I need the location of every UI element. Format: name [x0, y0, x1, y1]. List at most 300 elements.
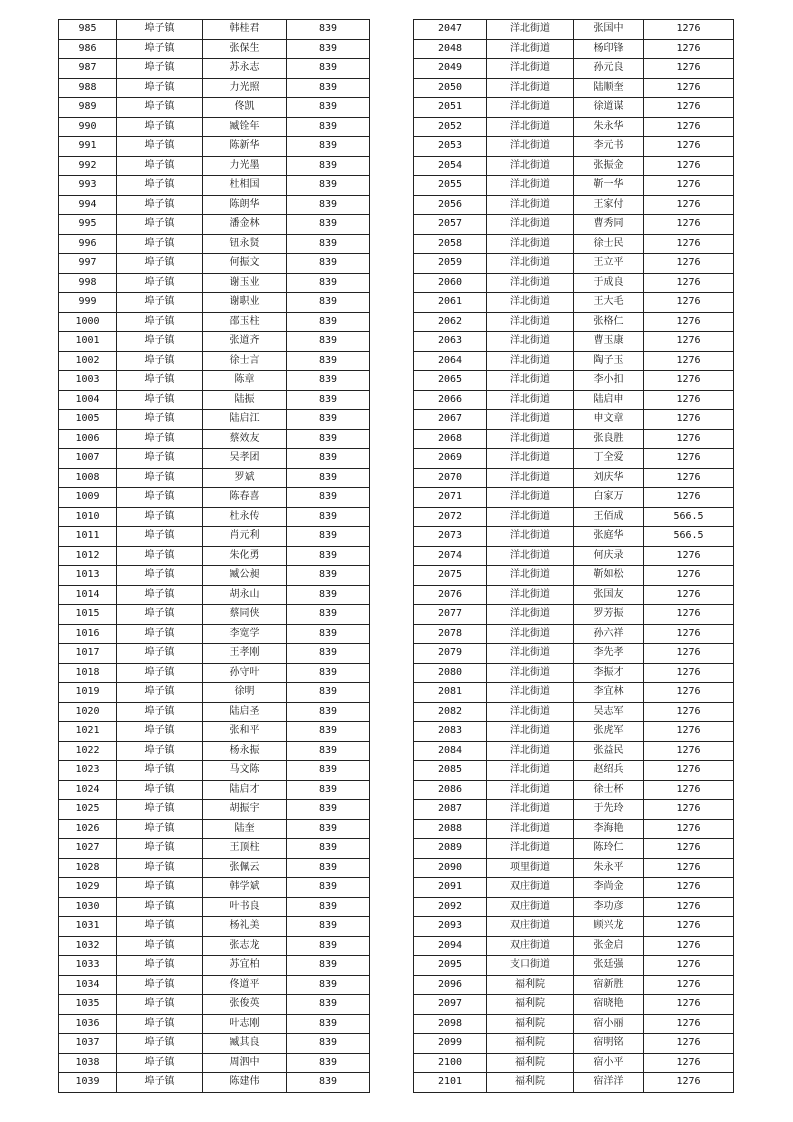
right-table-body	[414, 20, 734, 1093]
town-cell: 埠子镇	[117, 371, 203, 391]
serial-number-cell: 1032	[59, 936, 117, 956]
name-cell: 佟凯	[203, 98, 287, 118]
table-row	[414, 780, 734, 800]
serial-number-cell: 2062	[414, 312, 487, 332]
amount-cell: 839	[287, 59, 370, 79]
town-cell: 埠子镇	[117, 1034, 203, 1054]
table-row	[59, 98, 370, 118]
table-row	[59, 429, 370, 449]
amount-cell: 839	[287, 156, 370, 176]
name-cell: 刘庆华	[574, 468, 644, 488]
amount-cell: 1276	[644, 1034, 734, 1054]
table-row	[59, 917, 370, 937]
town-cell: 埠子镇	[117, 488, 203, 508]
right-table	[413, 19, 734, 1093]
amount-cell: 839	[287, 741, 370, 761]
name-cell: 肖元利	[203, 527, 287, 547]
amount-cell: 839	[287, 215, 370, 235]
amount-cell: 839	[287, 1073, 370, 1093]
table-row	[414, 449, 734, 469]
amount-cell: 839	[287, 722, 370, 742]
table-row	[414, 936, 734, 956]
serial-number-cell: 1015	[59, 605, 117, 625]
name-cell: 臧公昶	[203, 566, 287, 586]
town-cell: 福利院	[487, 1034, 574, 1054]
serial-number-cell: 2100	[414, 1053, 487, 1073]
amount-cell: 839	[287, 390, 370, 410]
amount-cell: 1276	[644, 371, 734, 391]
name-cell: 李宽学	[203, 624, 287, 644]
amount-cell: 1276	[644, 351, 734, 371]
serial-number-cell: 2067	[414, 410, 487, 430]
amount-cell: 839	[287, 39, 370, 59]
town-cell: 洋北街道	[487, 234, 574, 254]
town-cell: 洋北街道	[487, 429, 574, 449]
town-cell: 埠子镇	[117, 761, 203, 781]
name-cell: 于成良	[574, 273, 644, 293]
table-row	[414, 371, 734, 391]
town-cell: 洋北街道	[487, 741, 574, 761]
amount-cell: 839	[287, 975, 370, 995]
name-cell: 李振才	[574, 663, 644, 683]
table-row	[414, 254, 734, 274]
serial-number-cell: 2082	[414, 702, 487, 722]
name-cell: 王家付	[574, 195, 644, 215]
town-cell: 埠子镇	[117, 741, 203, 761]
town-cell: 洋北街道	[487, 390, 574, 410]
table-row	[59, 780, 370, 800]
amount-cell: 1276	[644, 332, 734, 352]
table-row	[59, 819, 370, 839]
name-cell: 何振文	[203, 254, 287, 274]
serial-number-cell: 992	[59, 156, 117, 176]
amount-cell: 1276	[644, 195, 734, 215]
table-row	[59, 897, 370, 917]
amount-cell: 1276	[644, 137, 734, 157]
town-cell: 洋北街道	[487, 20, 574, 40]
serial-number-cell: 993	[59, 176, 117, 196]
serial-number-cell: 2092	[414, 897, 487, 917]
serial-number-cell: 996	[59, 234, 117, 254]
town-cell: 埠子镇	[117, 936, 203, 956]
serial-number-cell: 2076	[414, 585, 487, 605]
table-row	[414, 1034, 734, 1054]
amount-cell: 1276	[644, 897, 734, 917]
serial-number-cell: 2095	[414, 956, 487, 976]
table-row	[59, 527, 370, 547]
town-cell: 洋北街道	[487, 98, 574, 118]
name-cell: 谢职业	[203, 293, 287, 313]
amount-cell: 839	[287, 761, 370, 781]
serial-number-cell: 1023	[59, 761, 117, 781]
name-cell: 李海艳	[574, 819, 644, 839]
name-cell: 朱化勇	[203, 546, 287, 566]
serial-number-cell: 2048	[414, 39, 487, 59]
name-cell: 徐士杯	[574, 780, 644, 800]
amount-cell: 839	[287, 1034, 370, 1054]
serial-number-cell: 2090	[414, 858, 487, 878]
name-cell: 孙六祥	[574, 624, 644, 644]
name-cell: 徐明	[203, 683, 287, 703]
table-row	[59, 683, 370, 703]
serial-number-cell: 988	[59, 78, 117, 98]
town-cell: 埠子镇	[117, 975, 203, 995]
town-cell: 埠子镇	[117, 468, 203, 488]
table-row	[414, 624, 734, 644]
serial-number-cell: 1008	[59, 468, 117, 488]
table-row	[414, 527, 734, 547]
name-cell: 杨礼美	[203, 917, 287, 937]
town-cell: 福利院	[487, 995, 574, 1015]
serial-number-cell: 1037	[59, 1034, 117, 1054]
town-cell: 埠子镇	[117, 839, 203, 859]
amount-cell: 1276	[644, 117, 734, 137]
serial-number-cell: 2068	[414, 429, 487, 449]
table-row	[414, 741, 734, 761]
name-cell: 张益民	[574, 741, 644, 761]
table-row	[414, 78, 734, 98]
town-cell: 埠子镇	[117, 117, 203, 137]
name-cell: 佟道平	[203, 975, 287, 995]
serial-number-cell: 2047	[414, 20, 487, 40]
table-row	[59, 39, 370, 59]
name-cell: 韩桂君	[203, 20, 287, 40]
town-cell: 福利院	[487, 1053, 574, 1073]
town-cell: 埠子镇	[117, 722, 203, 742]
serial-number-cell: 2061	[414, 293, 487, 313]
table-row	[414, 215, 734, 235]
serial-number-cell: 2050	[414, 78, 487, 98]
name-cell: 陆顺奎	[574, 78, 644, 98]
table-row	[59, 605, 370, 625]
serial-number-cell: 2051	[414, 98, 487, 118]
town-cell: 埠子镇	[117, 702, 203, 722]
table-row	[414, 59, 734, 79]
amount-cell: 1276	[644, 566, 734, 586]
table-row	[59, 488, 370, 508]
amount-cell: 839	[287, 332, 370, 352]
serial-number-cell: 997	[59, 254, 117, 274]
town-cell: 洋北街道	[487, 371, 574, 391]
name-cell: 陆启江	[203, 410, 287, 430]
town-cell: 埠子镇	[117, 195, 203, 215]
amount-cell: 839	[287, 995, 370, 1015]
name-cell: 白家万	[574, 488, 644, 508]
serial-number-cell: 1001	[59, 332, 117, 352]
table-row	[59, 59, 370, 79]
table-row	[59, 1014, 370, 1034]
serial-number-cell: 2072	[414, 507, 487, 527]
town-cell: 埠子镇	[117, 312, 203, 332]
name-cell: 张振金	[574, 156, 644, 176]
serial-number-cell: 2059	[414, 254, 487, 274]
name-cell: 王大毛	[574, 293, 644, 313]
name-cell: 罗芳振	[574, 605, 644, 625]
table-row	[59, 507, 370, 527]
serial-number-cell: 1028	[59, 858, 117, 878]
table-row	[414, 351, 734, 371]
amount-cell: 1276	[644, 878, 734, 898]
serial-number-cell: 2069	[414, 449, 487, 469]
amount-cell: 839	[287, 878, 370, 898]
town-cell: 洋北街道	[487, 78, 574, 98]
serial-number-cell: 2087	[414, 800, 487, 820]
table-row	[414, 390, 734, 410]
table-row	[414, 761, 734, 781]
serial-number-cell: 1039	[59, 1073, 117, 1093]
town-cell: 埠子镇	[117, 566, 203, 586]
town-cell: 埠子镇	[117, 624, 203, 644]
table-row	[59, 975, 370, 995]
serial-number-cell: 1005	[59, 410, 117, 430]
town-cell: 埠子镇	[117, 234, 203, 254]
serial-number-cell: 985	[59, 20, 117, 40]
amount-cell: 1276	[644, 429, 734, 449]
serial-number-cell: 987	[59, 59, 117, 79]
amount-cell: 1276	[644, 1053, 734, 1073]
town-cell: 福利院	[487, 975, 574, 995]
town-cell: 埠子镇	[117, 98, 203, 118]
town-cell: 洋北街道	[487, 546, 574, 566]
serial-number-cell: 2065	[414, 371, 487, 391]
name-cell: 朱永华	[574, 117, 644, 137]
name-cell: 宿洋洋	[574, 1073, 644, 1093]
table-row	[59, 624, 370, 644]
town-cell: 埠子镇	[117, 215, 203, 235]
amount-cell: 1276	[644, 702, 734, 722]
name-cell: 王立平	[574, 254, 644, 274]
town-cell: 埠子镇	[117, 273, 203, 293]
table-row	[59, 839, 370, 859]
town-cell: 洋北街道	[487, 449, 574, 469]
table-row	[59, 78, 370, 98]
table-row	[414, 702, 734, 722]
amount-cell: 1276	[644, 956, 734, 976]
table-row	[414, 995, 734, 1015]
table-row	[59, 215, 370, 235]
name-cell: 孙守叶	[203, 663, 287, 683]
serial-number-cell: 2091	[414, 878, 487, 898]
town-cell: 埠子镇	[117, 800, 203, 820]
name-cell: 李宜林	[574, 683, 644, 703]
table-row	[414, 332, 734, 352]
town-cell: 洋北街道	[487, 137, 574, 157]
table-row	[414, 878, 734, 898]
town-cell: 埠子镇	[117, 956, 203, 976]
serial-number-cell: 2078	[414, 624, 487, 644]
amount-cell: 1276	[644, 234, 734, 254]
name-cell: 张廷强	[574, 956, 644, 976]
name-cell: 陈建伟	[203, 1073, 287, 1093]
town-cell: 福利院	[487, 1014, 574, 1034]
town-cell: 埠子镇	[117, 507, 203, 527]
table-row	[414, 410, 734, 430]
serial-number-cell: 1024	[59, 780, 117, 800]
amount-cell: 1276	[644, 98, 734, 118]
name-cell: 蔡同侠	[203, 605, 287, 625]
town-cell: 洋北街道	[487, 488, 574, 508]
table-row	[414, 39, 734, 59]
town-cell: 埠子镇	[117, 858, 203, 878]
town-cell: 埠子镇	[117, 917, 203, 937]
table-row	[59, 702, 370, 722]
table-row	[59, 1034, 370, 1054]
town-cell: 埠子镇	[117, 1073, 203, 1093]
name-cell: 陆启才	[203, 780, 287, 800]
table-row	[414, 273, 734, 293]
amount-cell: 839	[287, 527, 370, 547]
name-cell: 宿小丽	[574, 1014, 644, 1034]
name-cell: 张良胜	[574, 429, 644, 449]
serial-number-cell: 1018	[59, 663, 117, 683]
name-cell: 王顶柱	[203, 839, 287, 859]
serial-number-cell: 2052	[414, 117, 487, 137]
name-cell: 陆振	[203, 390, 287, 410]
name-cell: 张庭华	[574, 527, 644, 547]
table-row	[59, 468, 370, 488]
town-cell: 埠子镇	[117, 176, 203, 196]
table-row	[59, 741, 370, 761]
table-row	[414, 975, 734, 995]
serial-number-cell: 1016	[59, 624, 117, 644]
amount-cell: 839	[287, 20, 370, 40]
table-row	[59, 351, 370, 371]
town-cell: 洋北街道	[487, 800, 574, 820]
name-cell: 张道齐	[203, 332, 287, 352]
table-row	[59, 936, 370, 956]
amount-cell: 839	[287, 683, 370, 703]
amount-cell: 1276	[644, 741, 734, 761]
amount-cell: 1276	[644, 644, 734, 664]
table-row	[59, 585, 370, 605]
serial-number-cell: 2094	[414, 936, 487, 956]
serial-number-cell: 2080	[414, 663, 487, 683]
name-cell: 臧铨年	[203, 117, 287, 137]
name-cell: 宿晓艳	[574, 995, 644, 1015]
town-cell: 洋北街道	[487, 332, 574, 352]
table-row	[414, 98, 734, 118]
town-cell: 洋北街道	[487, 624, 574, 644]
serial-number-cell: 2073	[414, 527, 487, 547]
serial-number-cell: 2057	[414, 215, 487, 235]
name-cell: 张佩云	[203, 858, 287, 878]
name-cell: 孙元良	[574, 59, 644, 79]
amount-cell: 839	[287, 819, 370, 839]
amount-cell: 839	[287, 176, 370, 196]
name-cell: 谢玉业	[203, 273, 287, 293]
serial-number-cell: 990	[59, 117, 117, 137]
serial-number-cell: 1004	[59, 390, 117, 410]
town-cell: 洋北街道	[487, 176, 574, 196]
name-cell: 周泗中	[203, 1053, 287, 1073]
table-row	[414, 156, 734, 176]
name-cell: 赵绍兵	[574, 761, 644, 781]
table-row	[59, 332, 370, 352]
town-cell: 埠子镇	[117, 293, 203, 313]
amount-cell: 839	[287, 449, 370, 469]
amount-cell: 1276	[644, 585, 734, 605]
serial-number-cell: 2070	[414, 468, 487, 488]
serial-number-cell: 999	[59, 293, 117, 313]
table-row	[59, 410, 370, 430]
amount-cell: 1276	[644, 78, 734, 98]
name-cell: 吴志军	[574, 702, 644, 722]
amount-cell: 839	[287, 644, 370, 664]
serial-number-cell: 1000	[59, 312, 117, 332]
table-row	[414, 429, 734, 449]
name-cell: 张和平	[203, 722, 287, 742]
amount-cell: 1276	[644, 800, 734, 820]
amount-cell: 1276	[644, 761, 734, 781]
name-cell: 吴孝团	[203, 449, 287, 469]
serial-number-cell: 2099	[414, 1034, 487, 1054]
name-cell: 陆启圣	[203, 702, 287, 722]
table-row	[414, 176, 734, 196]
amount-cell: 839	[287, 351, 370, 371]
table-row	[414, 819, 734, 839]
serial-number-cell: 1012	[59, 546, 117, 566]
amount-cell: 1276	[644, 683, 734, 703]
amount-cell: 1276	[644, 468, 734, 488]
table-row	[59, 312, 370, 332]
amount-cell: 1276	[644, 410, 734, 430]
amount-cell: 1276	[644, 156, 734, 176]
name-cell: 宿新胜	[574, 975, 644, 995]
town-cell: 埠子镇	[117, 546, 203, 566]
table-row	[59, 644, 370, 664]
table-row	[59, 176, 370, 196]
name-cell: 杜永传	[203, 507, 287, 527]
table-row	[414, 722, 734, 742]
serial-number-cell: 1025	[59, 800, 117, 820]
name-cell: 李元书	[574, 137, 644, 157]
table-row	[414, 488, 734, 508]
town-cell: 洋北街道	[487, 195, 574, 215]
amount-cell: 839	[287, 429, 370, 449]
amount-cell: 839	[287, 566, 370, 586]
table-row	[414, 663, 734, 683]
table-row	[59, 20, 370, 40]
town-cell: 洋北街道	[487, 819, 574, 839]
name-cell: 李尚金	[574, 878, 644, 898]
serial-number-cell: 1029	[59, 878, 117, 898]
table-row	[59, 566, 370, 586]
town-cell: 埠子镇	[117, 156, 203, 176]
amount-cell: 839	[287, 839, 370, 859]
name-cell: 曹秀同	[574, 215, 644, 235]
amount-cell: 1276	[644, 215, 734, 235]
table-row	[59, 1053, 370, 1073]
name-cell: 陆奎	[203, 819, 287, 839]
amount-cell: 839	[287, 897, 370, 917]
name-cell: 潘金林	[203, 215, 287, 235]
table-row	[59, 995, 370, 1015]
name-cell: 叶志刚	[203, 1014, 287, 1034]
amount-cell: 839	[287, 273, 370, 293]
amount-cell: 566.5	[644, 507, 734, 527]
town-cell: 埠子镇	[117, 137, 203, 157]
amount-cell: 839	[287, 234, 370, 254]
name-cell: 杨永振	[203, 741, 287, 761]
town-cell: 洋北街道	[487, 468, 574, 488]
amount-cell: 839	[287, 780, 370, 800]
table-row	[59, 761, 370, 781]
name-cell: 王佰成	[574, 507, 644, 527]
serial-number-cell: 2096	[414, 975, 487, 995]
town-cell: 埠子镇	[117, 605, 203, 625]
name-cell: 于先玲	[574, 800, 644, 820]
amount-cell: 839	[287, 956, 370, 976]
